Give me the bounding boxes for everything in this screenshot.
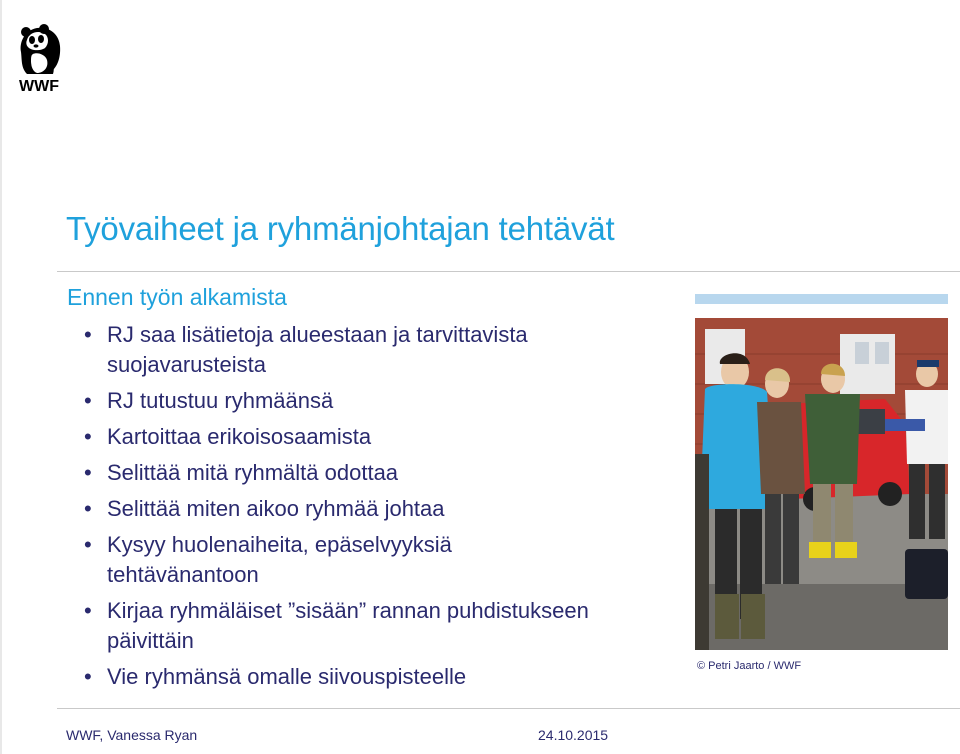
volunteers-photo [695, 294, 948, 650]
bullet-item [84, 386, 684, 416]
bullet-text-line: • RJ tutustuu ryhmäänsä [107, 388, 334, 413]
bullet-item [84, 662, 684, 692]
bullet-text-line: • Vie ryhmänsä omalle siivouspisteelle [107, 664, 467, 689]
bullet-item [84, 530, 684, 590]
footer-divider [57, 708, 960, 709]
bullet-text-line: tehtävänantoon [107, 562, 259, 587]
panda-icon [13, 22, 65, 78]
wwf-logo [13, 22, 65, 96]
bullet-item [84, 320, 684, 380]
bullet-text-line: • RJ saa lisätietoja alueestaan ja tarvittavista [107, 322, 528, 347]
bullet-text-line: suojavarusteista [107, 352, 266, 377]
bullet-text-line: • Selittää mitä ryhmältä odottaa [107, 460, 399, 485]
bullet-text-line: päivittäin [107, 628, 194, 653]
title-divider [57, 271, 960, 272]
bullet-item [84, 596, 684, 656]
bullet-text-line: • Selittää miten aikoo ryhmää johtaa [107, 496, 445, 521]
left-edge-line [0, 0, 2, 754]
bullet-text-line: • Kirjaa ryhmäläiset ”sisään” rannan puhdistukseen [107, 598, 589, 623]
logo-wordmark: WWF [19, 78, 59, 95]
bullet-text-line: • Kartoittaa erikoisosaamista [107, 424, 372, 449]
bullet-item [84, 494, 684, 524]
photo-illustration [695, 294, 948, 650]
footer-date: 24.10.2015 [538, 727, 609, 743]
slide-title: Työvaiheet ja ryhmänjohtajan tehtävät [66, 210, 615, 247]
bullet-list [84, 320, 684, 698]
section-heading: Ennen työn alkamista [67, 284, 287, 310]
bullet-item [84, 422, 684, 452]
bullet-text-line: • Kysyy huolenaiheita, epäselvyyksiä [107, 532, 452, 557]
photo-credit: © Petri Jaarto / WWF [697, 660, 802, 672]
bullet-item [84, 458, 684, 488]
footer-author: WWF, Vanessa Ryan [66, 727, 198, 743]
